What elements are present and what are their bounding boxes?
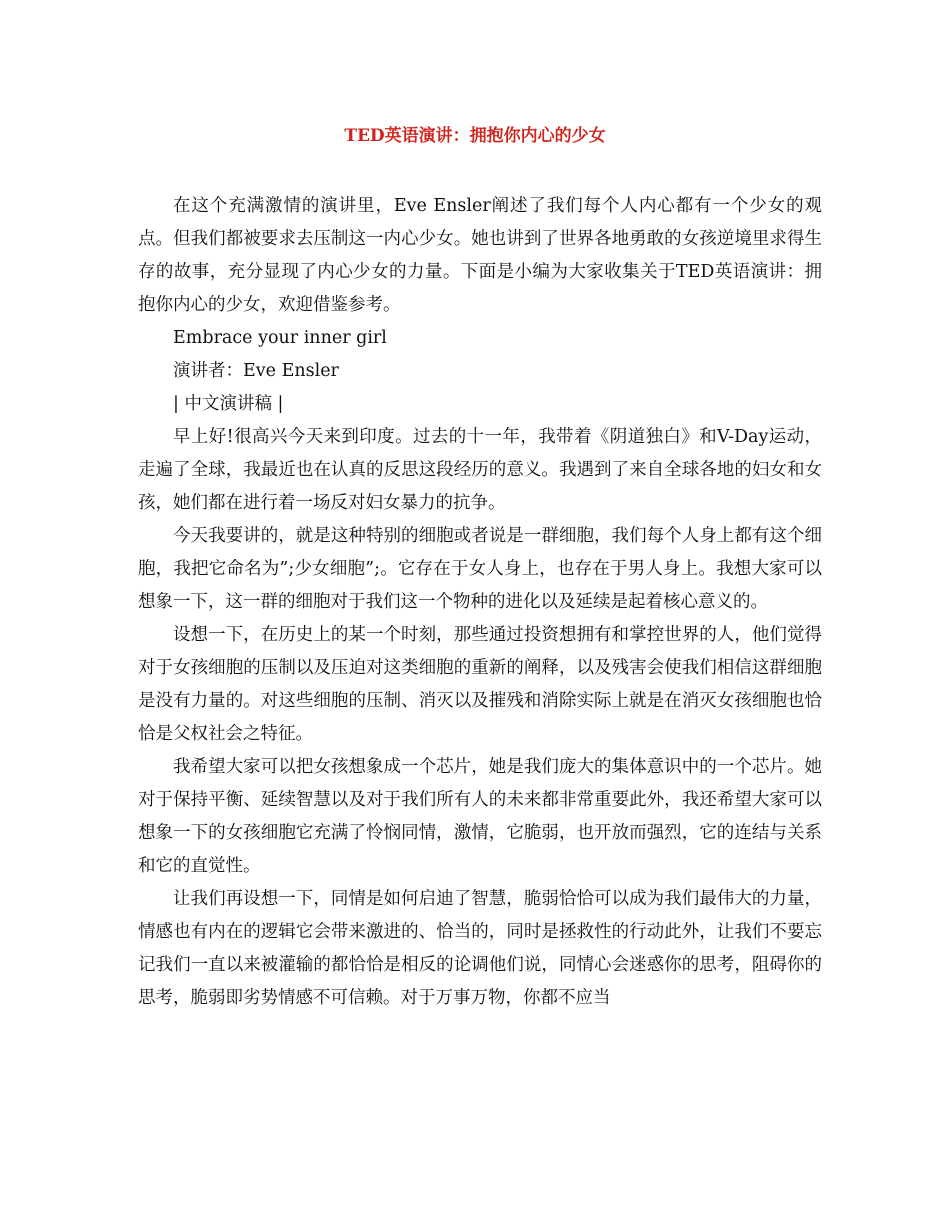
speaker-line: 演讲者：Eve Ensler	[173, 361, 339, 381]
body-paragraph: 设想一下，在历史上的某一个时刻，那些通过投资想拥有和掌控世界的人，他们觉得对于女孩细胞的压制以及压迫对这类细胞的重新的阐释，以及残害会使我们相信这群细胞是没有力量的。对这些细胞的压制、消灭以及摧残和消除实际上就是在消灭女孩细胞也恰恰是父权社会之特征。	[138, 625, 822, 744]
section-heading: | 中文演讲稿 |	[173, 394, 284, 414]
intro-paragraph: 在这个充满激情的演讲里，Eve Ensler阐述了我们每个人内心都有一个少女的观点。但我们都被要求去压制这一内心少女。她也讲到了世界各地勇敢的女孩逆境里求得生存的故事，充分显现了内心少女的力量。下面是小编为大家收集关于TED英语演讲：拥抱你内心的少女，欢迎借鉴参考。	[138, 196, 822, 315]
body-paragraph: 今天我要讲的，就是这种特别的细胞或者说是一群细胞，我们每个人身上都有这个细胞，我把它命名为”;少女细胞”;。它存在于女人身上，也存在于男人身上。我想大家可以想象一下，这一群的细胞对于我们这一个物种的进化以及延续是起着核心意义的。	[138, 526, 822, 612]
english-title-line: Embrace your inner girl	[173, 328, 387, 348]
body-paragraph: 让我们再设想一下，同情是如何启迪了智慧，脆弱恰恰可以成为我们最伟大的力量，情感也有内在的逻辑它会带来激进的、恰当的，同时是拯救性的行动此外，让我们不要忘记我们一直以来被灌输的都恰恰是相反的论调他们说，同情心会迷惑你的思考，阻碍你的思考，脆弱即劣势情感不可信赖。对于万事万物，你都不应当	[138, 889, 822, 1008]
body-paragraph: 早上好!很高兴今天来到印度。过去的十一年，我带着《阴道独白》和V-Day运动，走遍了全球，我最近也在认真的反思这段经历的意义。我遇到了来自全球各地的妇女和女孩，她们都在进行着一场反对妇女暴力的抗争。	[138, 427, 822, 513]
document-title: TED英语演讲：拥抱你内心的少女	[344, 126, 606, 146]
body-paragraph: 我希望大家可以把女孩想象成一个芯片，她是我们庞大的集体意识中的一个芯片。她对于保持平衡、延续智慧以及对于我们所有人的未来都非常重要此外，我还希望大家可以想象一下的女孩细胞它充满了怜悯同情，激情，它脆弱，也开放而强烈，它的连结与关系和它的直觉性。	[138, 757, 822, 876]
document-body	[138, 190, 822, 1015]
